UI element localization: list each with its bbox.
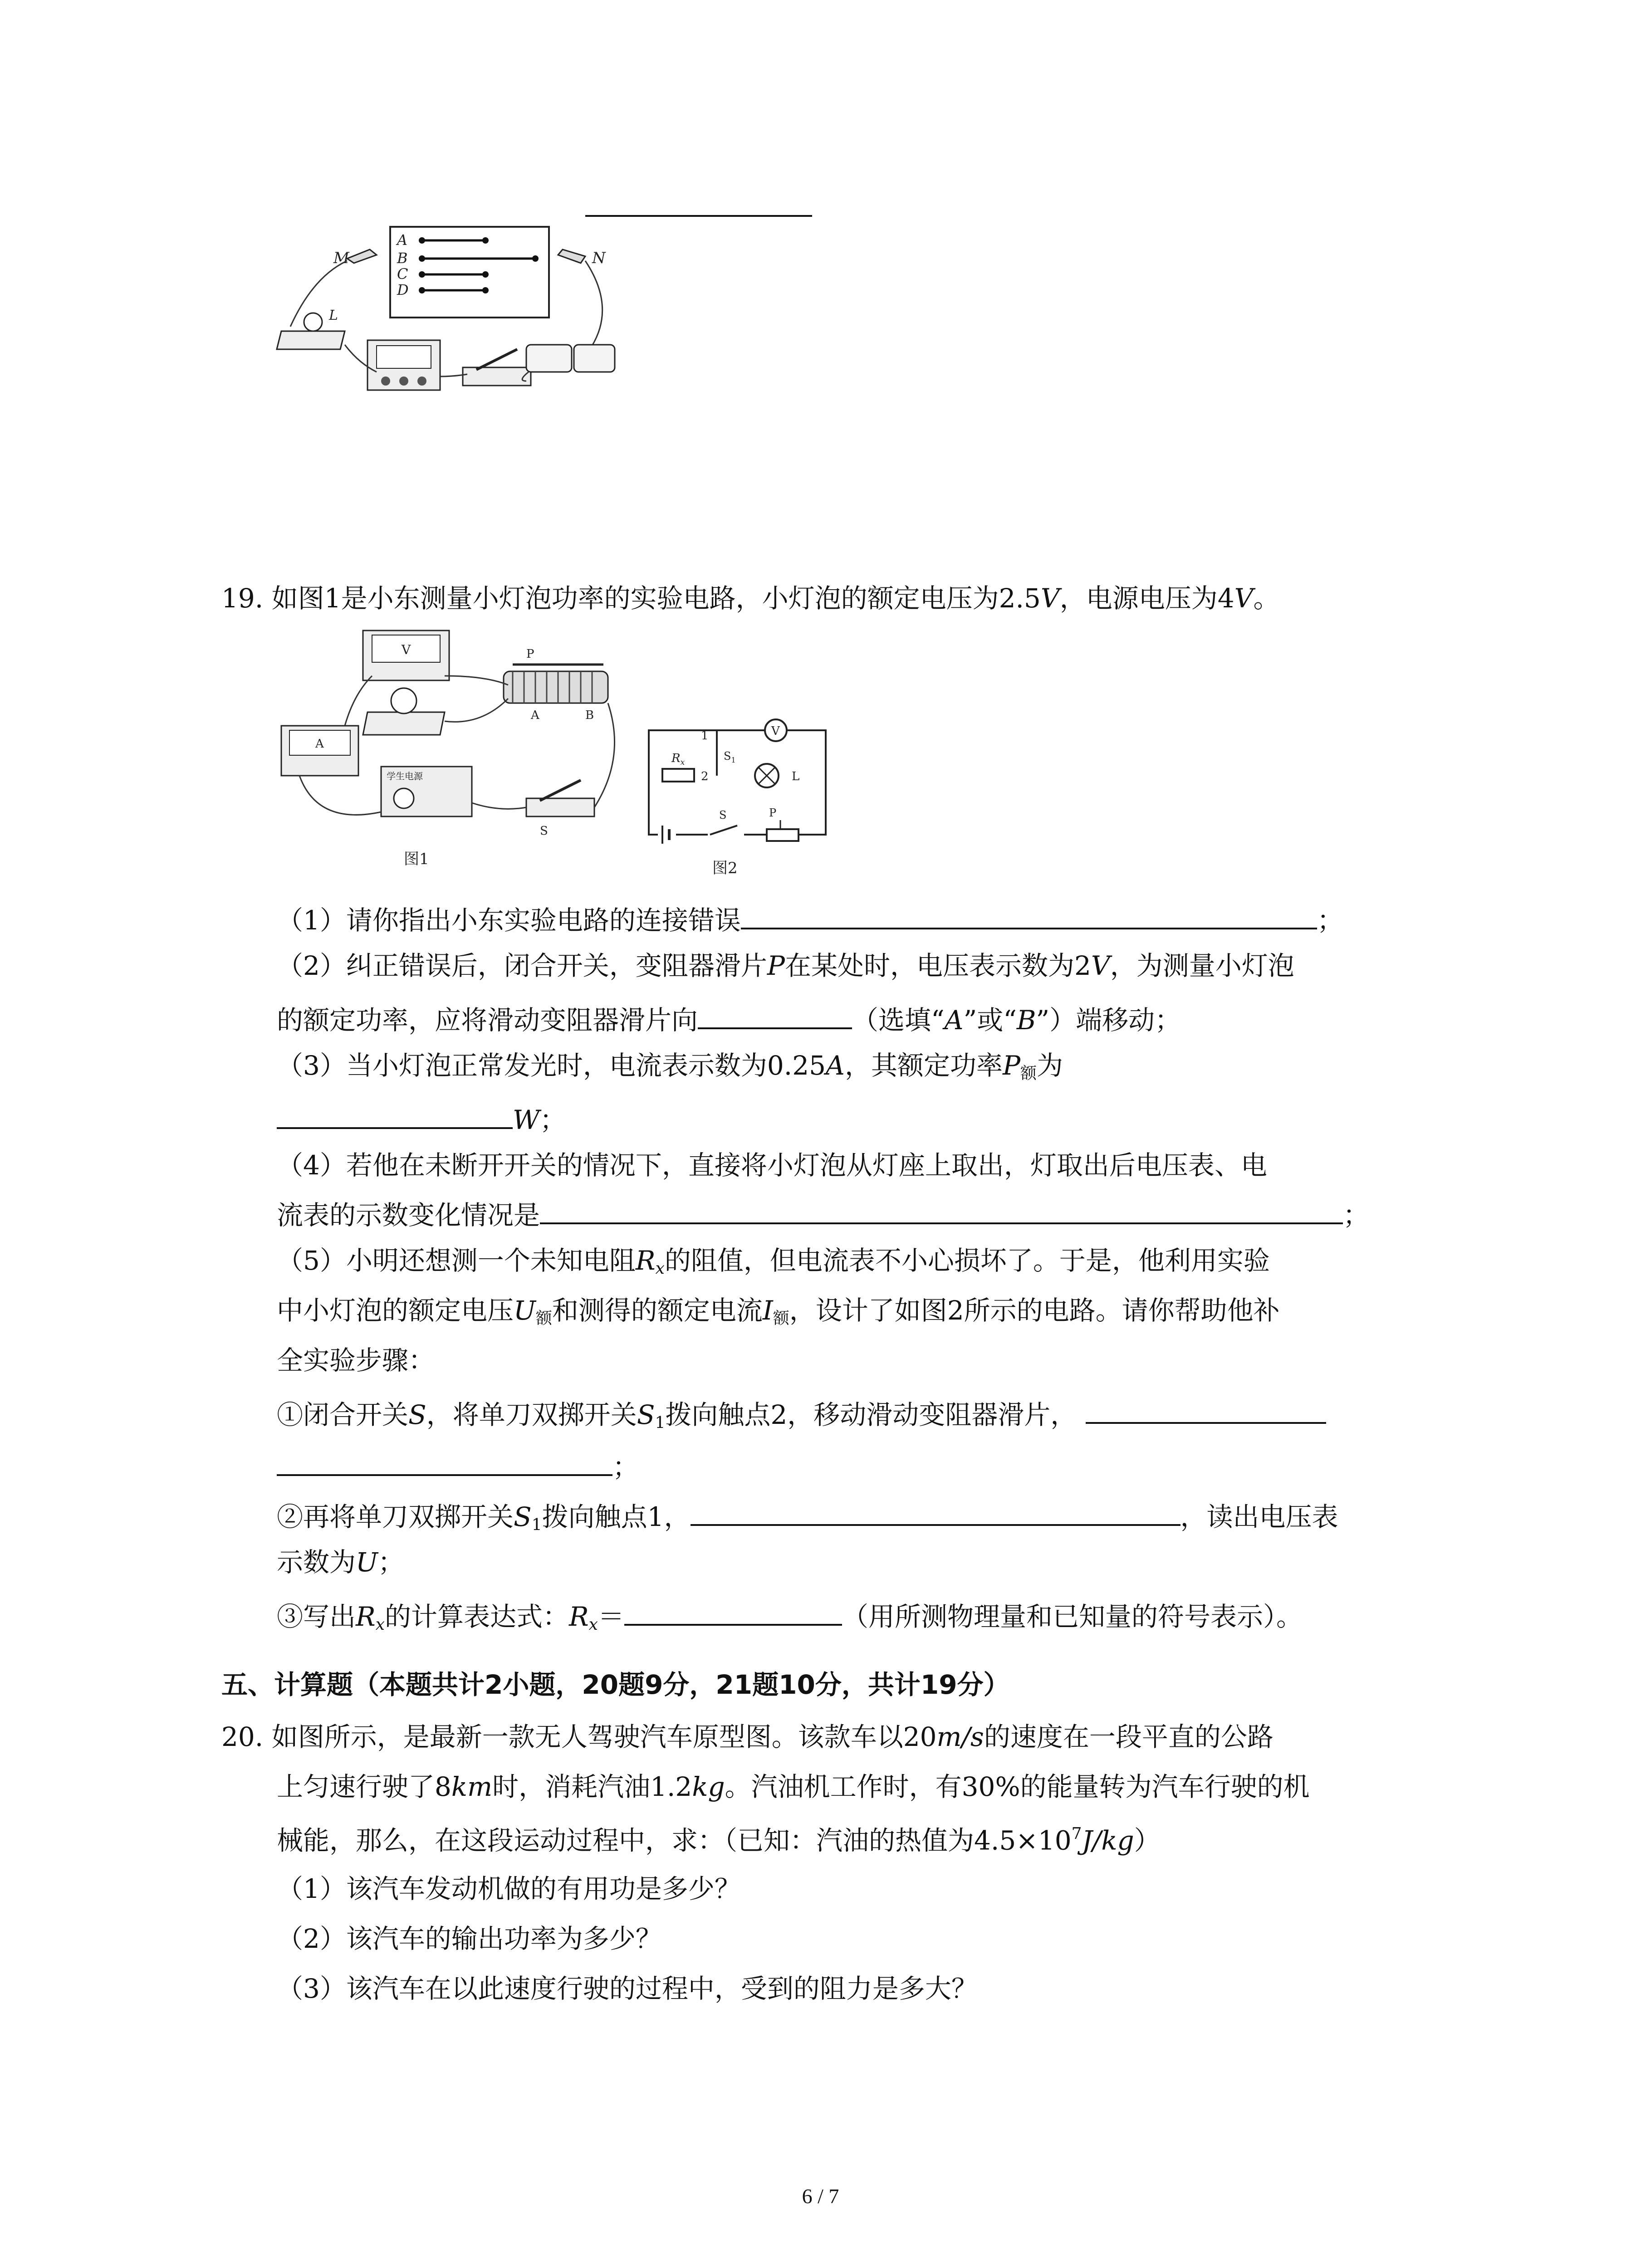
contact-1: 1 — [701, 729, 709, 743]
rheostat-p-schematic: P — [769, 807, 777, 819]
q19-figure-1 — [272, 621, 644, 875]
rheostat-a-label: A — [531, 709, 539, 722]
power-supply-label: 学生电源 — [387, 771, 423, 782]
bulb — [391, 688, 416, 714]
q19-step1-blank-a[interactable] — [1086, 1397, 1326, 1424]
q20-line2: 上匀速行驶了8km时，消耗汽油1.2kg。汽油机工作时，有30%的能量转为汽车行驶的机 — [277, 1771, 1310, 1802]
clip-m-label: M — [333, 249, 349, 267]
q19-part1-blank[interactable] — [741, 903, 1317, 929]
wires — [422, 240, 535, 290]
label-c: C — [397, 265, 408, 283]
q19-part2-blank[interactable] — [698, 1002, 852, 1029]
q19-part5-line3: 全实验步骤： — [277, 1345, 435, 1376]
q20-line1: 20. 如图所示，是最新一款无人驾驶汽车原型图。该款车以20m/s的速度在一段平直的公路 — [221, 1721, 1274, 1752]
q19-stem: 19. 如图1是小东测量小灯泡功率的实验电路，小灯泡的额定电压为2.5V，电源电压为4V。 — [221, 583, 1280, 614]
q20-sub2: （2）该汽车的输出功率为多少？ — [277, 1923, 662, 1954]
q18-circuit-figure — [272, 218, 617, 417]
clip-m — [347, 249, 377, 263]
q19-step1-line1: ①闭合开关S，将单刀双掷开关$S_1$拨向触点2，移动滑动变阻器滑片， — [277, 1397, 1326, 1431]
q20-sub1: （1）该汽车发动机做的有用功是多少？ — [277, 1873, 741, 1904]
q20-line3: 械能，那么，在这段运动过程中，求：（已知：汽油的热值为$4.5\times 10^7J/kg$） — [277, 1824, 1161, 1856]
clip-n-label: N — [592, 249, 606, 267]
switch-s-schematic-label: S — [719, 809, 727, 821]
label-d: D — [397, 281, 409, 298]
rheostat-p-label: P — [526, 647, 534, 661]
q19-step2-line2: 示数为U； — [277, 1547, 404, 1578]
rx-resistor — [662, 769, 694, 782]
figure-2-caption: 图2 — [712, 859, 738, 877]
section-5-title: 五、计算题（本题共计2小题，20题9分，21题10分，共计19分） — [221, 1669, 1010, 1700]
q19-part3-line1: （3）当小灯泡正常发光时，电流表示数为0.25A，其额定功率$P_额$为 — [277, 1050, 1063, 1083]
q19-step2-line1: ②再将单刀双掷开关$S_1$拨向触点1， ，读出电压表 — [277, 1499, 1338, 1533]
q19-part4-blank[interactable] — [540, 1198, 1343, 1224]
lamp-symbol-label: L — [792, 770, 800, 783]
q19-part4-line1: （4）若他在未断开开关的情况下，直接将小灯泡从灯座上取出，灯取出后电压表、电 — [277, 1150, 1267, 1181]
q19-step3: ③写出$R_x$的计算表达式：$R_x=$ （用所测物理量和已知量的符号表示）。 — [277, 1599, 1303, 1633]
switch-s — [526, 798, 594, 816]
q19-part2-line1: （2）纠正错误后，闭合开关，变阻器滑片P在某处时，电压表示数为2V，为测量小灯泡 — [277, 950, 1294, 981]
q19-part4-line2: 流表的示数变化情况是 ； — [277, 1198, 1369, 1228]
q18-answer-blank[interactable] — [585, 212, 812, 217]
rheostat-symbol — [767, 829, 798, 841]
q19-figure-2 — [644, 717, 835, 880]
q19-part5-line2: 中小灯泡的额定电压$U_额$和测得的额定电流$I_额$，设计了如图2所示的电路。请你帮助他补 — [277, 1295, 1280, 1328]
q19-part3-line2: W； — [277, 1102, 566, 1133]
q20-sub3: （3）该汽车在以此速度行驶的过程中，受到的阻力是多大？ — [277, 1973, 978, 2004]
q19-part2-line2: 的额定功率，应将滑动变阻器滑片向 （选填“A”或“B”）端移动； — [277, 1002, 1181, 1033]
q19-step3-blank[interactable] — [624, 1599, 842, 1626]
rx-label: $R_x$ — [671, 752, 685, 767]
voltmeter-symbol-label: V — [771, 724, 780, 738]
switch-base — [463, 367, 531, 386]
q19-step1-line2: ； — [277, 1449, 639, 1480]
q19-step2-blank[interactable] — [691, 1499, 1181, 1526]
contact-2: 2 — [701, 770, 709, 783]
lamp-bulb — [304, 313, 322, 331]
rheostat-b-label: B — [585, 709, 594, 722]
battery-1 — [526, 345, 572, 372]
q19-part3-blank[interactable] — [277, 1102, 513, 1129]
q19-part1: （1）请你指出小东实验电路的连接错误 ； — [277, 903, 1343, 934]
voltmeter-label: V — [402, 642, 411, 657]
q19-step1-blank-b[interactable] — [277, 1449, 612, 1476]
switch-s-label: S — [540, 824, 548, 838]
label-a: A — [397, 231, 408, 249]
battery-2 — [574, 345, 615, 372]
lamp-label: L — [329, 308, 338, 323]
lamp-base — [277, 331, 345, 349]
switch-s1-label: $S_1$ — [724, 750, 736, 764]
page-number: 6 / 7 — [802, 2185, 839, 2208]
label-b: B — [397, 249, 408, 267]
q19-part5-line1: （5）小明还想测一个未知电阻$R_x$的阻值，但电流表不小心损坏了。于是，他利用实验 — [277, 1245, 1270, 1278]
figure-1-caption: 图1 — [404, 850, 429, 868]
ammeter-label: A — [315, 737, 324, 751]
clip-n — [558, 249, 585, 263]
